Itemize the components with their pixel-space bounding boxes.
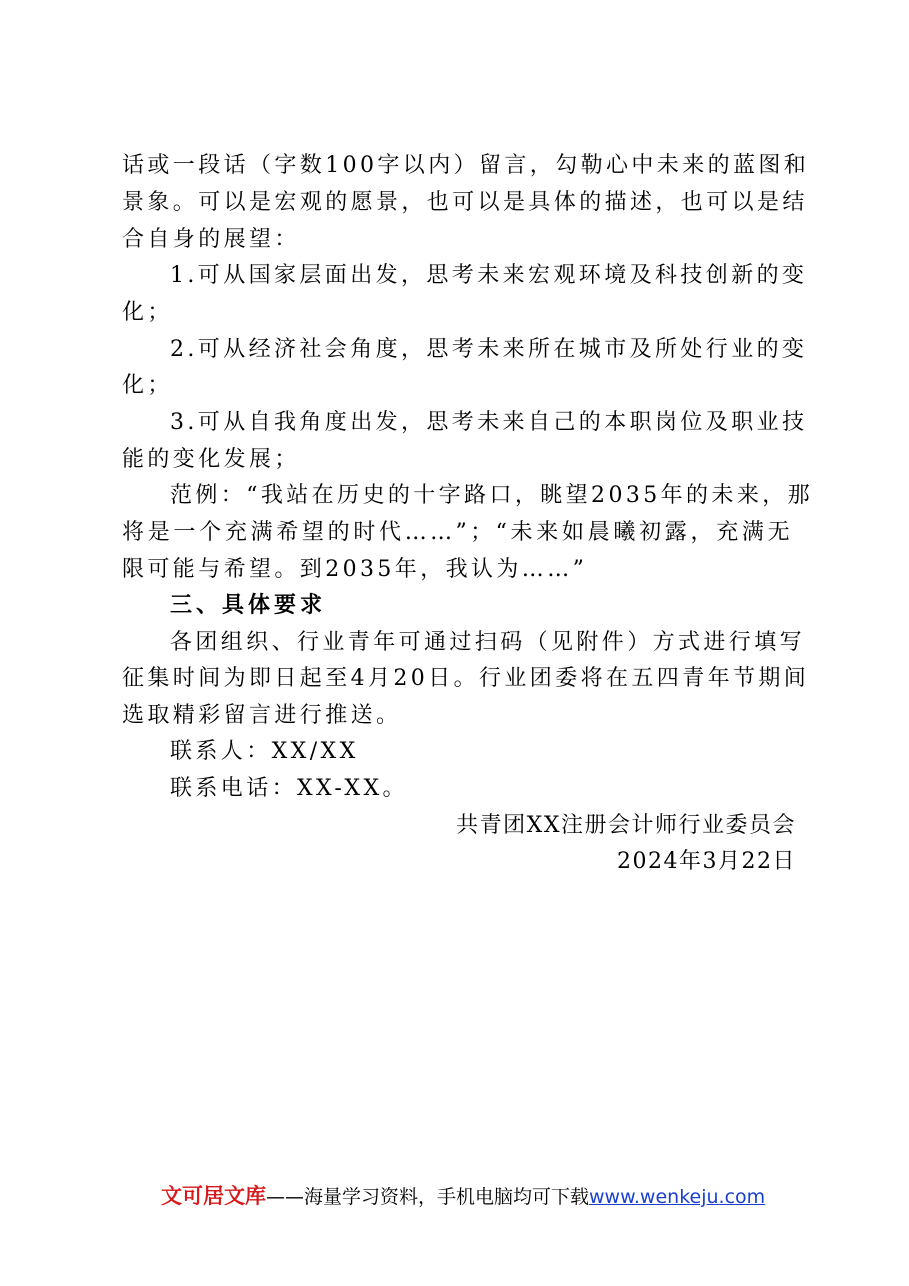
- list-item-1-text: 1.可从国家层面出发，思考未来宏观环境及科技创新的变: [170, 263, 808, 288]
- requirement-text-line: 各团组织、行业青年可通过扫码（见附件）方式进行填写: [170, 630, 806, 655]
- example-text-line: 范例：“我站在历史的十字路口，眺望2035年的未来，那: [170, 483, 814, 508]
- body-text-line: 话或一段话（字数100字以内）留言，勾勒心中未来的蓝图和: [122, 153, 810, 178]
- footer-brand: 文可居文库: [161, 1184, 266, 1208]
- footer-banner: [161, 1183, 765, 1210]
- list-item-2-text: 2.可从经济社会角度，思考未来所在城市及所处行业的变: [170, 337, 808, 362]
- requirement-text-line: 征集时间为即日起至4月20日。行业团委将在五四青年节期间: [122, 666, 810, 691]
- footer-website-link[interactable]: www.wenkeju.com: [589, 1186, 766, 1208]
- list-item-2-text: 化；: [122, 373, 173, 398]
- body-text-line: 合自身的展望：: [122, 227, 300, 252]
- example-text-line: 将是一个充满希望的时代……”；“未来如晨曦初露，充满无: [122, 520, 793, 545]
- contact-person: 联系人：XX/XX: [170, 739, 359, 764]
- list-item-3-text: 3.可从自我角度出发，思考未来自己的本职岗位及职业技: [170, 410, 808, 435]
- section-heading: 三、具体要求: [170, 593, 327, 618]
- example-text-line: 限可能与希望。到2035年，我认为……”: [122, 557, 588, 582]
- list-item-1-text: 化；: [122, 300, 173, 325]
- contact-phone: 联系电话：XX-XX。: [170, 776, 408, 801]
- body-text-line: 景象。可以是宏观的愿景，也可以是具体的描述，也可以是结: [122, 190, 808, 215]
- requirement-text-line: 选取精彩留言进行推送。: [122, 703, 402, 728]
- footer-slogan: ——海量学习资料，手机电脑均可下载: [266, 1186, 590, 1208]
- signature-date: 2024年3月22日: [617, 849, 796, 874]
- list-item-3-text: 能的变化发展；: [122, 447, 300, 472]
- signature-organization: 共青团XX注册会计师行业委员会: [456, 813, 796, 838]
